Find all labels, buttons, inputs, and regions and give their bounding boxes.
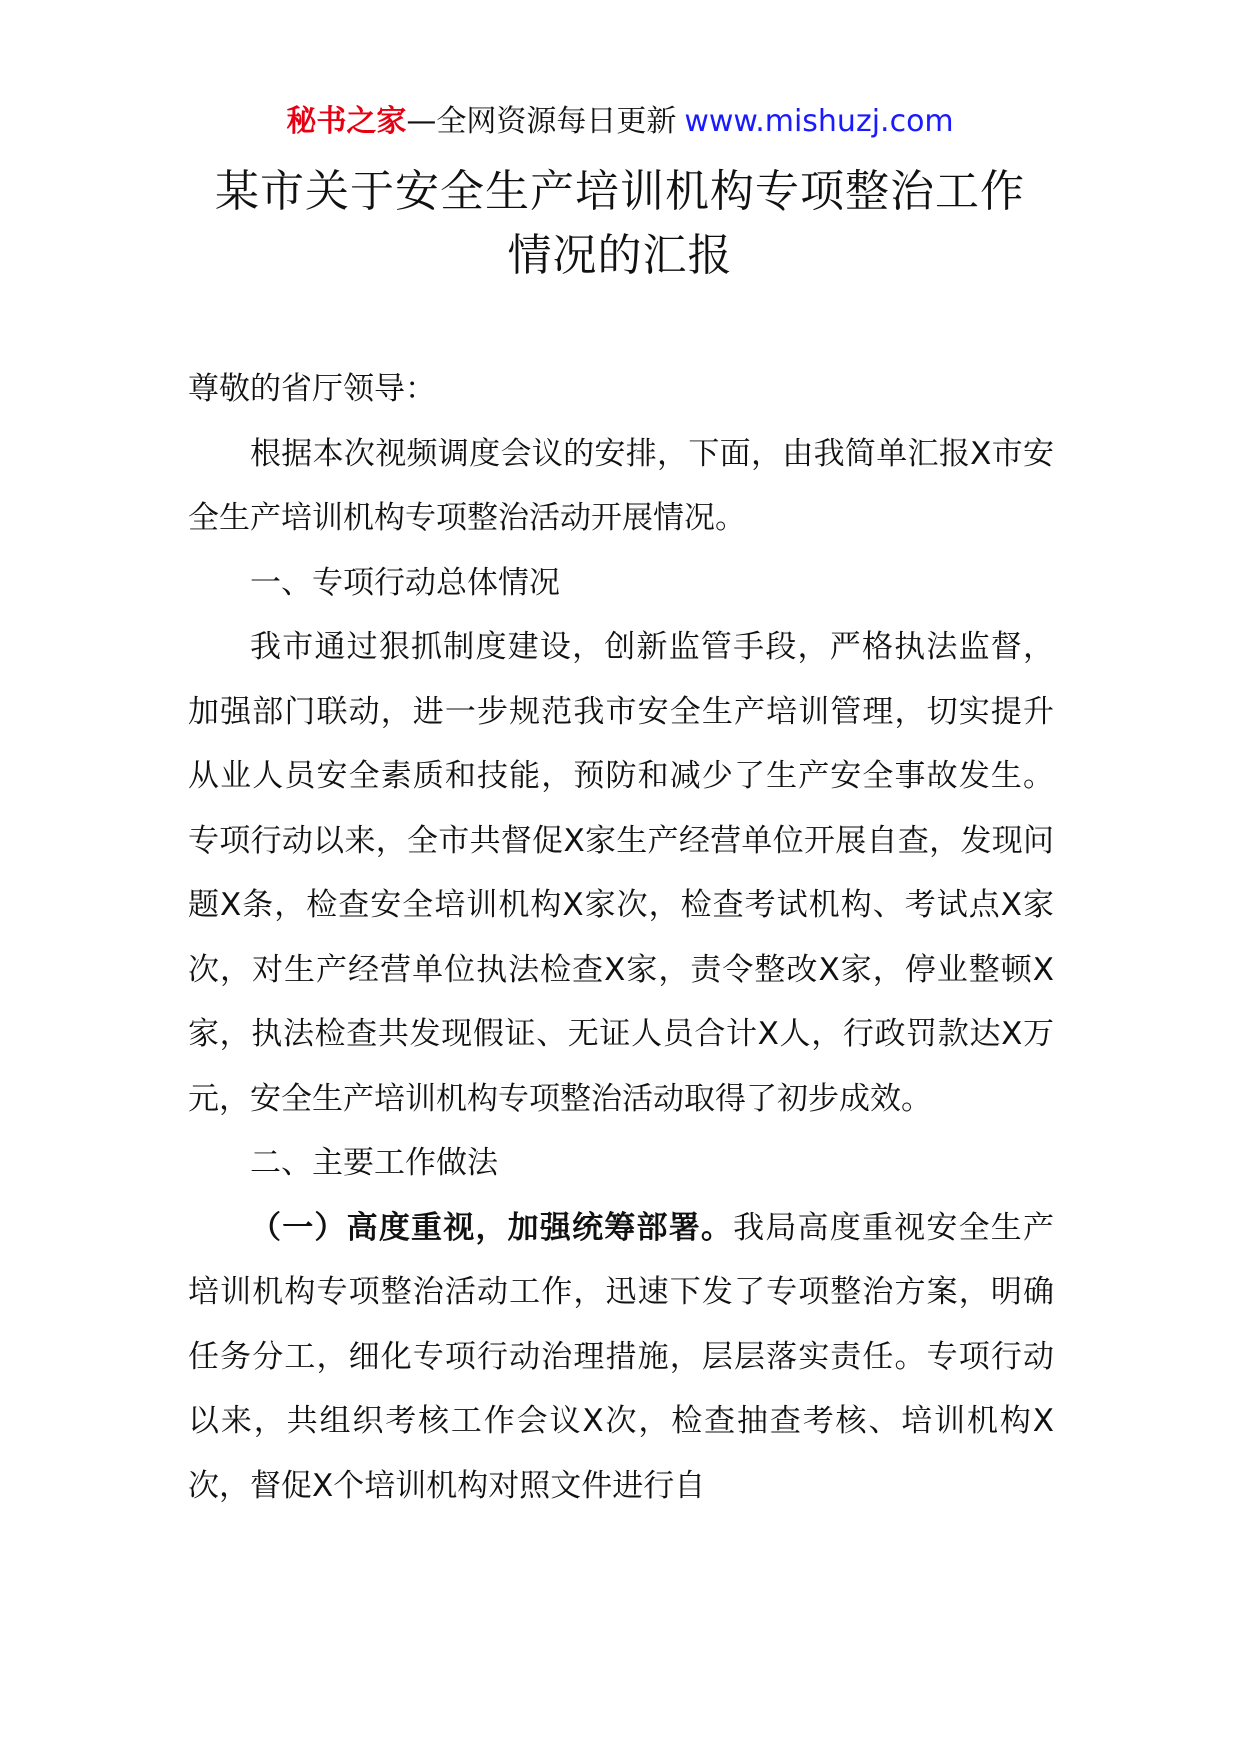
item-1-text: 我局高度重视安全生产培训机构专项整治活动工作，迅速下发了专项整治方案，明确任务分工，细化专项行动治理措施，层层落实责任。专项行动以来，共组织考核工作会议X次，检查抽查考核、培训机构X次，督促X个培训机构对照文件进行自	[188, 1209, 1054, 1504]
title-line-2: 情况的汇报	[507, 230, 733, 281]
section-heading-2: 二、主要工作做法	[250, 1145, 498, 1181]
banner-brand: 秘书之家	[286, 104, 407, 139]
intro-paragraph: 根据本次视频调度会议的安排，下面，由我简单汇报X市安全生产培训机构专项整治活动开展情况。	[188, 435, 1054, 536]
title-line-1: 某市关于安全生产培训机构专项整治工作	[215, 166, 1025, 217]
document-body	[188, 357, 1054, 1518]
section-heading-1: 一、专项行动总体情况	[250, 564, 560, 601]
banner-tagline: —全网资源每日更新	[406, 104, 677, 139]
salutation: 尊敬的省厅领导：	[188, 371, 436, 407]
overview-paragraph: 我市通过狠抓制度建设，创新监管手段，严格执法监督，加强部门联动，进一步规范我市安全生产培训管理，切实提升从业人员安全素质和技能，预防和减少了生产安全事故发生。专项行动以来，全市共督促X家生产经营单位开展自查，发现问题X条，检查安全培训机构X家次，检查考试机构、考试点X家次，对生产经营单位执法检查X家，责令整改X家，停业整顿X家，执法检查共发现假证、无证人员合计X人，行政罚款达X万元，安全生产培训机构专项整治活动取得了初步成效。	[188, 629, 1054, 1117]
item-1-heading: （一）高度重视，加强统筹部署。	[250, 1209, 734, 1246]
document-title	[120, 160, 1120, 288]
site-banner	[0, 102, 1240, 142]
item-1-paragraph	[188, 1196, 1054, 1519]
banner-url-link[interactable]: www.mishuzj.com	[684, 104, 954, 139]
